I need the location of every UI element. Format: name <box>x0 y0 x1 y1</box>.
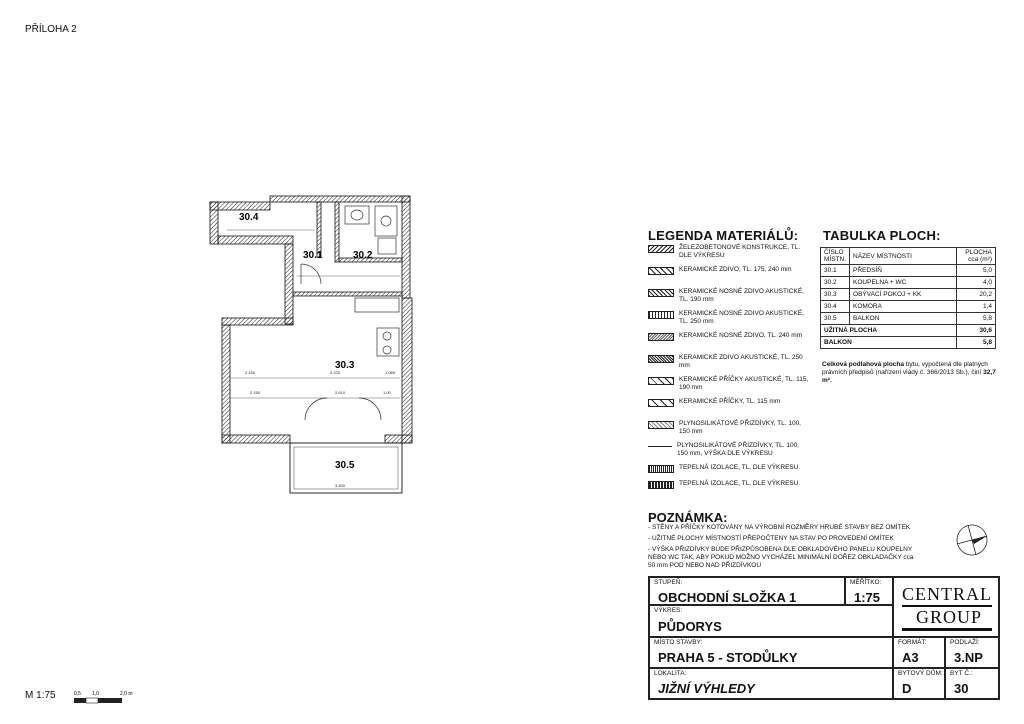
balcony-area-value: 5,8 <box>957 337 996 349</box>
room-label: 30.2 <box>353 250 373 261</box>
area-table-title: TABULKA PLOCH: <box>823 228 941 243</box>
room-number: 30.2 <box>821 277 850 289</box>
legend-item <box>648 288 809 304</box>
svg-text:3.400: 3.400 <box>335 483 346 488</box>
legend-item <box>648 244 809 260</box>
legend-item <box>648 376 809 392</box>
logo-line1: CENTRAL <box>902 584 992 604</box>
legend-item <box>648 332 809 341</box>
room-label: 30.3 <box>335 360 355 371</box>
legend-item <box>648 464 809 473</box>
title-block <box>648 576 1000 700</box>
note-bold: Celková podlahová plocha <box>822 361 904 368</box>
usable-area-value: 30,6 <box>957 325 996 337</box>
area-table <box>820 247 996 349</box>
balcony-area-label: BALKON <box>821 337 957 349</box>
room-name: BALKON <box>850 313 957 325</box>
legend-label: KERAMICKÉ PŘÍČKY, TL. 115 mm <box>679 398 781 405</box>
legend-item <box>648 354 809 370</box>
legend-swatch <box>648 465 674 473</box>
room-area: 4,0 <box>957 277 996 289</box>
note-value: 32,7 m² <box>822 369 996 384</box>
format-cell <box>893 637 945 668</box>
floor-plan <box>205 188 420 508</box>
room-name: KOUPELNA + WC <box>850 277 957 289</box>
legend-label: TEPELNÁ IZOLACE, TL. DLE VÝKRESU <box>679 464 799 471</box>
format-value: A3 <box>902 650 919 665</box>
stage-cell <box>649 577 845 605</box>
legend-label: KERAMICKÉ NOSNÉ ZDIVO AKUSTICKÉ, TL. 250 mm <box>679 310 804 325</box>
total-floor-area-note <box>822 361 998 385</box>
room-number: 30.3 <box>821 289 850 301</box>
note-item: - UŽITNÉ PLOCHY MÍSTNOSTÍ PŘEPOČTENY NA STAV PO PROVEDENÍ OMÍTEK <box>648 535 894 542</box>
format-label: FORMÁT: <box>898 639 927 646</box>
unit-value: 30 <box>954 681 969 696</box>
legend-label: KERAMICKÉ NOSNÉ ZDIVO AKUSTICKÉ, TL. 190 mm <box>679 288 804 303</box>
legend-item <box>648 398 809 407</box>
room-name: OBÝVACÍ POKOJ + KK <box>850 289 957 301</box>
stage-value: OBCHODNÍ SLOŽKA 1 <box>658 590 797 605</box>
building-value: D <box>902 681 912 696</box>
area-row <box>821 265 996 277</box>
svg-text:2.150: 2.150 <box>250 390 261 395</box>
floor-label: PODLAŽÍ: <box>950 639 980 646</box>
logo-line2: GROUP <box>916 607 983 627</box>
area-row <box>821 277 996 289</box>
room-name: PŘEDSÍŇ <box>850 265 957 277</box>
appendix-label: PŘÍLOHA 2 <box>25 24 77 35</box>
room-area: 1,4 <box>957 301 996 313</box>
legend-label: KERAMICKÉ ZDIVO, TL. 175, 240 mm <box>679 266 792 273</box>
room-label: 30.4 <box>239 212 259 223</box>
legend-swatch <box>648 311 674 319</box>
svg-text:3.225: 3.225 <box>330 370 341 375</box>
locality-value: JIŽNÍ VÝHLEDY <box>658 681 755 696</box>
room-label: 30.5 <box>335 460 355 471</box>
scale-value: 1:75 <box>854 590 881 605</box>
stage-label: STUPEŇ: <box>654 579 683 586</box>
note-item: - VÝŠKA PŘIZDÍVKY BUDE PŘIZPŮSOBENA DLE OBKLADOVÉHO PANELU KOUPELNY NEBO WC TAK, ABY POKUD MOŽNO VYCHÁZEL MINIMÁLNÍ DOŘEZ OBKLADAČKY cca 50 mm POD NEBO NAD PŘIZDÍVKOU <box>648 546 914 569</box>
locality-label: LOKALITA: <box>654 670 687 677</box>
site-label: MÍSTO STAVBY: <box>654 639 703 646</box>
legend-swatch <box>648 377 674 385</box>
unit-cell <box>945 668 999 699</box>
legend-item <box>648 310 809 326</box>
floor-value: 3.NP <box>954 650 983 665</box>
site-cell <box>649 637 893 668</box>
scale-tick: 2,0 m <box>120 691 133 697</box>
room-area: 20,2 <box>957 289 996 301</box>
svg-text:1.00: 1.00 <box>383 390 391 395</box>
drawing-label: VÝKRES: <box>654 607 683 614</box>
room-area: 5,8 <box>957 313 996 325</box>
legend-item <box>648 480 809 489</box>
building-label: BYTOVÝ DŮM: <box>898 670 943 677</box>
unit-label: BYT Č.: <box>950 670 973 677</box>
drawing-value: PŮDORYS <box>658 619 722 634</box>
north-arrow-icon <box>952 520 992 560</box>
notes-title: POZNÁMKA: <box>648 510 728 525</box>
room-label: 30.1 <box>303 250 323 261</box>
legend-item <box>648 266 809 275</box>
drawing-cell <box>649 605 893 637</box>
scale-bar <box>74 690 144 710</box>
col-header: PLOCHA cca (m²) <box>957 248 996 265</box>
scale-tick: 0,5 <box>74 691 81 697</box>
legend-item <box>648 442 807 458</box>
room-number: 30.4 <box>821 301 850 313</box>
note-item: - STĚNY A PŘÍČKY KÓTOVÁNY NA VÝROBNÍ ROZMĚRY HRUBÉ STAVBY BEZ OMÍTEK <box>648 524 911 531</box>
note-end: . <box>829 377 832 384</box>
logo-cell <box>893 577 999 637</box>
col-header: ČÍSLO MÍSTN. <box>821 248 850 265</box>
col-header: NÁZEV MÍSTNOSTI <box>850 248 957 265</box>
area-row <box>821 289 996 301</box>
area-row <box>821 301 996 313</box>
legend-swatch <box>648 481 674 489</box>
legend-swatch <box>648 245 674 253</box>
floor-cell <box>945 637 999 668</box>
legend-label: PLYNOSILIKÁTOVÉ PŘIZDÍVKY, TL. 100, 150 mm, VÝŠKA DLE VÝKRESU <box>677 442 799 457</box>
legend-swatch <box>648 399 674 407</box>
usable-area-label: UŽITNÁ PLOCHA <box>821 325 957 337</box>
legend-label: TEPELNÁ IZOLACE, TL. DLE VÝKRESU <box>679 480 799 487</box>
room-area: 5,0 <box>957 265 996 277</box>
svg-text:2.160: 2.160 <box>245 370 256 375</box>
legend-swatch <box>648 421 674 429</box>
legend-label: KERAMICKÉ ZDIVO AKUSTICKÉ, TL. 250 mm <box>679 354 803 369</box>
scale-tick: 1,0 <box>92 691 99 697</box>
legend-label: KERAMICKÉ PŘÍČKY AKUSTICKÉ, TL. 115, 190 mm <box>679 376 809 391</box>
legend-label: KERAMICKÉ NOSNÉ ZDIVO, TL. 240 mm <box>679 332 803 339</box>
usable-area-row <box>821 325 996 337</box>
locality-cell <box>649 668 893 699</box>
svg-text:1.065: 1.065 <box>385 370 396 375</box>
legend-swatch <box>648 333 674 341</box>
legend-item <box>648 420 809 436</box>
building-cell <box>893 668 945 699</box>
legend-title: LEGENDA MATERIÁLŮ: <box>648 228 799 243</box>
site-value: PRAHA 5 - STODŮLKY <box>658 650 798 665</box>
legend-swatch <box>648 355 674 363</box>
svg-text:2.610: 2.610 <box>335 390 346 395</box>
legend-label: ŽELEZOBETONOVÉ KONSTRUKCE, TL. DLE VÝKRESU <box>679 244 801 259</box>
scale-label: M 1:75 <box>25 690 56 701</box>
area-row <box>821 313 996 325</box>
note-text: bytu, vypočtená dle platných právních předpisů (nařízení vlády č. 366/2013 Sb.), činí <box>822 361 988 376</box>
room-number: 30.1 <box>821 265 850 277</box>
room-name: KOMORA <box>850 301 957 313</box>
legend-label: PLYNOSILIKÁTOVÉ PŘIZDÍVKY, TL. 100, 150 mm <box>679 420 801 435</box>
scale-label: MĚŘÍTKO: <box>850 579 882 586</box>
legend-swatch <box>648 446 672 447</box>
balcony-area-row <box>821 337 996 349</box>
scale-cell <box>845 577 893 605</box>
room-number: 30.5 <box>821 313 850 325</box>
legend-swatch <box>648 267 674 275</box>
legend-swatch <box>648 289 674 297</box>
